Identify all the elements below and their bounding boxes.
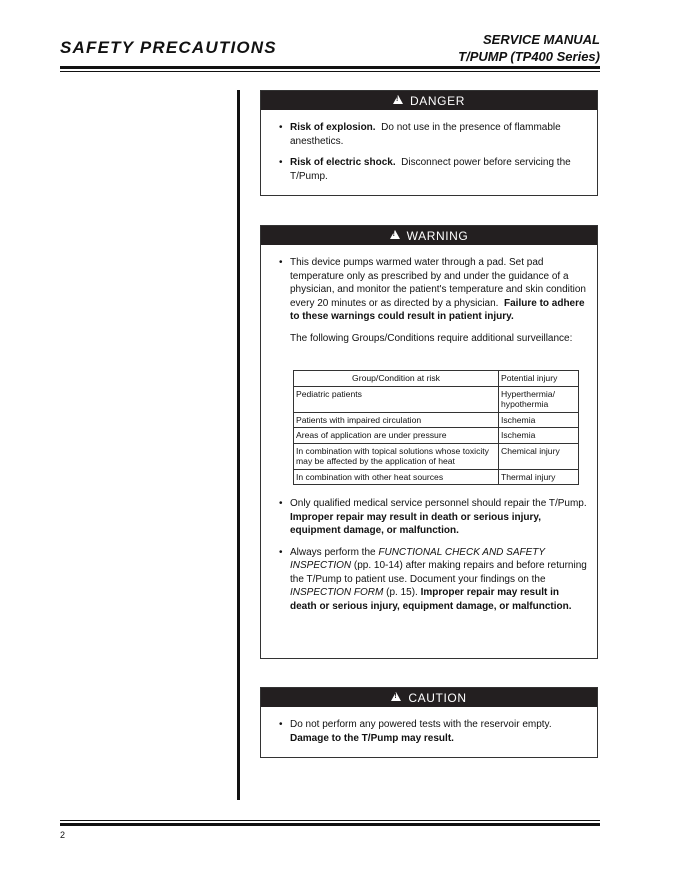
caution-bar: [261, 688, 597, 707]
table-row: Patients with impaired circulation Ischemia: [294, 412, 579, 428]
margin-bar: [237, 90, 240, 800]
warning-triangle-icon: [390, 230, 400, 239]
warning-item: • Always perform the FUNCTIONAL CHECK AND SAFETY INSPECTION (pp. 10-14) after making repairs and before returning the T/Pump to patient use. Document your findings on the INSPECTION FORM (p. 15). Improper repair may result in death or serious injury, equipment damage, or malfunction.: [279, 546, 587, 614]
warning-item: • This device pumps warmed water through a pad. Set pad temperature only as prescribed by and under the guidance of a physician, and monitor the patient's temperature and skin condition every 20 minutes or as directed by a physician. Failure to adhere to these warnings could result in patient injury.: [279, 256, 587, 324]
danger-bar: [261, 91, 597, 110]
caution-box: [260, 687, 598, 758]
warning-box: [260, 225, 598, 659]
warning-title: WARNING: [406, 228, 469, 243]
danger-title: DANGER: [410, 93, 465, 108]
caution-title: CAUTION: [408, 690, 467, 705]
table-row: In combination with topical solutions whose toxicity may be affected by the application of heat Chemical injury: [294, 443, 579, 469]
risk-table: [293, 370, 579, 485]
footer-rule-thin: [60, 820, 600, 821]
product-name: T/PUMP (TP400 Series): [458, 49, 600, 64]
warning-item: • Only qualified medical service personnel should repair the T/Pump. Improper repair may result in death or serious injury, equipment damage, or malfunction.: [279, 497, 587, 538]
header-rule: [60, 66, 600, 69]
manual-header: [458, 31, 600, 65]
section-title: SAFETY PRECAUTIONS: [60, 38, 277, 57]
manual-title: SERVICE MANUAL: [482, 32, 600, 47]
page-number: 2: [60, 830, 66, 840]
warning-triangle-icon: [393, 95, 403, 104]
table-row: Areas of application are under pressure Ischemia: [294, 428, 579, 444]
warning-bar: [261, 226, 597, 245]
danger-item: • Risk of electric shock. Disconnect power before servicing the T/Pump.: [279, 156, 587, 183]
footer-rule: [60, 823, 600, 826]
header-rule-thin: [60, 71, 600, 72]
table-row: In combination with other heat sources Thermal injury: [294, 469, 579, 485]
table-header-row: Group/Condition at risk Potential injury: [294, 371, 579, 387]
danger-item: • Risk of explosion. Do not use in the presence of flammable anesthetics.: [279, 121, 587, 148]
table-row: Pediatric patients Hyperthermia/ hypothermia: [294, 386, 579, 412]
danger-box: [260, 90, 598, 196]
groups-intro: The following Groups/Conditions require additional surveillance:: [290, 332, 573, 344]
caution-item: • Do not perform any powered tests with the reservoir empty. Damage to the T/Pump may result.: [279, 718, 587, 745]
warning-triangle-icon: [391, 692, 401, 701]
